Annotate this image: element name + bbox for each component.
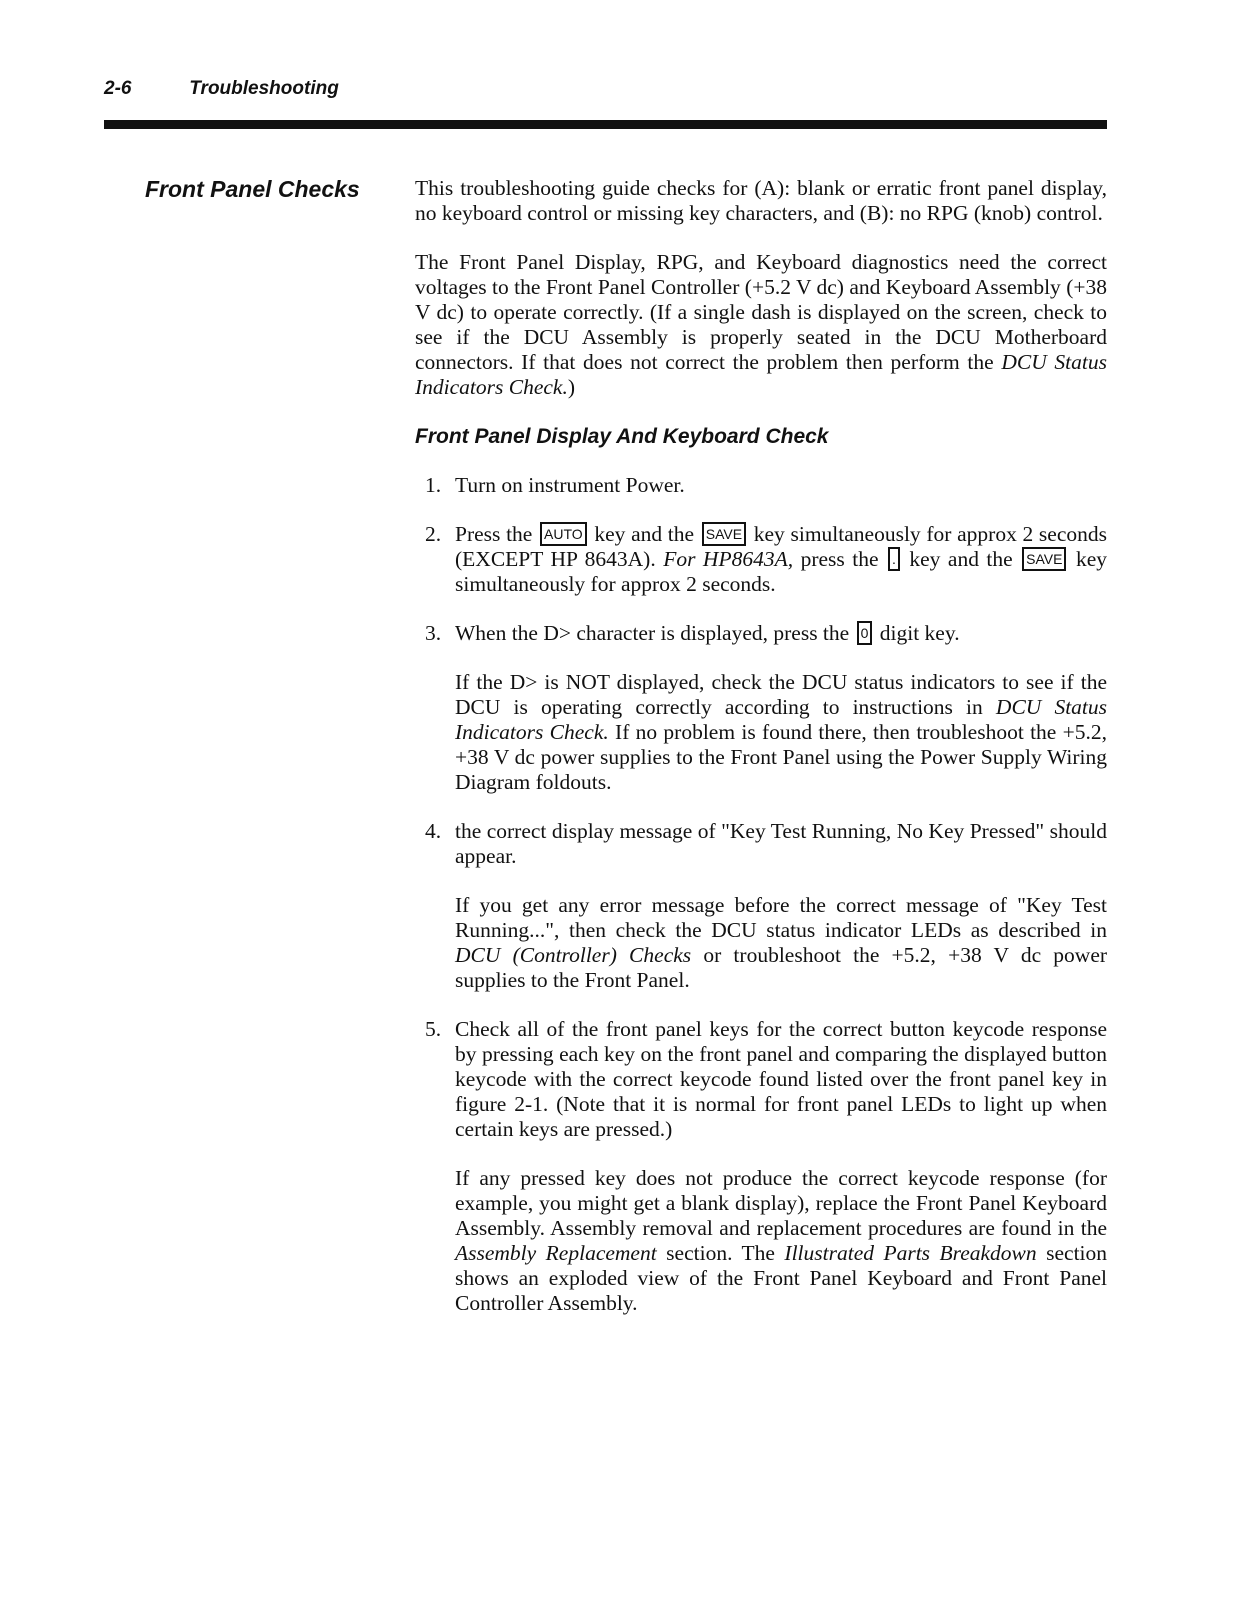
page-number: 2-6 — [104, 78, 132, 99]
step-text: the correct display message of "Key Test Running, No Key Pressed" should appear. — [455, 819, 1107, 868]
dcu-check-reference: DCU Status Indicators Check. — [415, 350, 1107, 399]
step-5-note: If any pressed key does not produce the correct keycode response (for example, you might get a blank display), replace the Front Panel Keyboard Assembly. Assembly removal and replacement procedures are found in the Assembly Replacement section. The Illustrated Parts Breakdown section shows an exploded view of the Front Panel Keyboard and Front Panel Controller Assembly. — [455, 1166, 1108, 1315]
step-3: 3. When the D> character is displayed, press the 0 digit key. — [425, 621, 960, 645]
step-number: 4. — [425, 819, 442, 843]
save-key-glyph: SAVE — [1022, 547, 1066, 571]
step-text: Turn on instrument Power. — [455, 473, 685, 497]
intro-paragraph: This troubleshooting guide checks for (A): blank or erratic front panel display, no keyboard control or missing key characters, and (B): no RPG (knob) control. — [415, 176, 1107, 225]
dot-key-glyph: . — [888, 547, 900, 571]
auto-key-glyph: AUTO — [540, 522, 587, 546]
step-4 — [415, 819, 1107, 869]
step-number: 2. — [425, 522, 442, 546]
step-number: 3. — [425, 621, 442, 645]
voltage-paragraph: The Front Panel Display, RPG, and Keyboard diagnostics need the correct voltages to the Front Panel Controller (+5.2 V dc) and Keyboard Assembly (+38 V dc) to operate correctly. (If a single dash is displayed on the screen, check to see if the DCU Assembly is properly seated in the DCU Motherboard connectors. If that does not correct the problem then perform the DCU Status Indicators Check.) — [415, 250, 1107, 399]
zero-key-glyph: 0 — [857, 621, 873, 645]
step-number: 1. — [425, 473, 442, 497]
step-3-note: If the D> is NOT displayed, check the DCU status indicators to see if the DCU is operating correctly according to instructions in DCU Status Indicators Check. If no problem is found there, then troubleshoot the +5.2, +38 V dc power supplies to the Front Panel using the Power Supply Wiring Diagram foldouts. — [455, 670, 1108, 794]
step-number: 5. — [425, 1017, 442, 1041]
save-key-glyph: SAVE — [702, 522, 746, 546]
main-content — [415, 176, 1107, 1340]
section-title: Front Panel Checks — [145, 176, 360, 202]
step-2: 2. Press the AUTO key and the SAVE key simultaneously for approx 2 seconds (EXCEPT HP 8643A). For HP8643A, press the . key and the SAVE key simultaneously for approx 2 seconds. — [425, 522, 1108, 596]
step-text: Check all of the front panel keys for the correct button keycode response by pressing each key on the front panel and comparing the displayed button keycode with the correct keycode found listed over the front panel key in figure 2-1. (Note that it is normal for front panel LEDs to light up when certain keys are pressed.) — [455, 1017, 1107, 1141]
header-rule — [104, 120, 1107, 129]
chapter-title: Troubleshooting — [189, 78, 339, 99]
step-4-note: If you get any error message before the correct message of "Key Test Running...", then check the DCU status indicator LEDs as described in DCU (Controller) Checks or troubleshoot the +5.2, +38 V dc power supplies to the Front Panel. — [455, 893, 1108, 992]
subheading: Front Panel Display And Keyboard Check — [415, 425, 829, 448]
step-1 — [415, 473, 1107, 498]
step-5 — [415, 1017, 1107, 1142]
page-header — [104, 78, 339, 100]
